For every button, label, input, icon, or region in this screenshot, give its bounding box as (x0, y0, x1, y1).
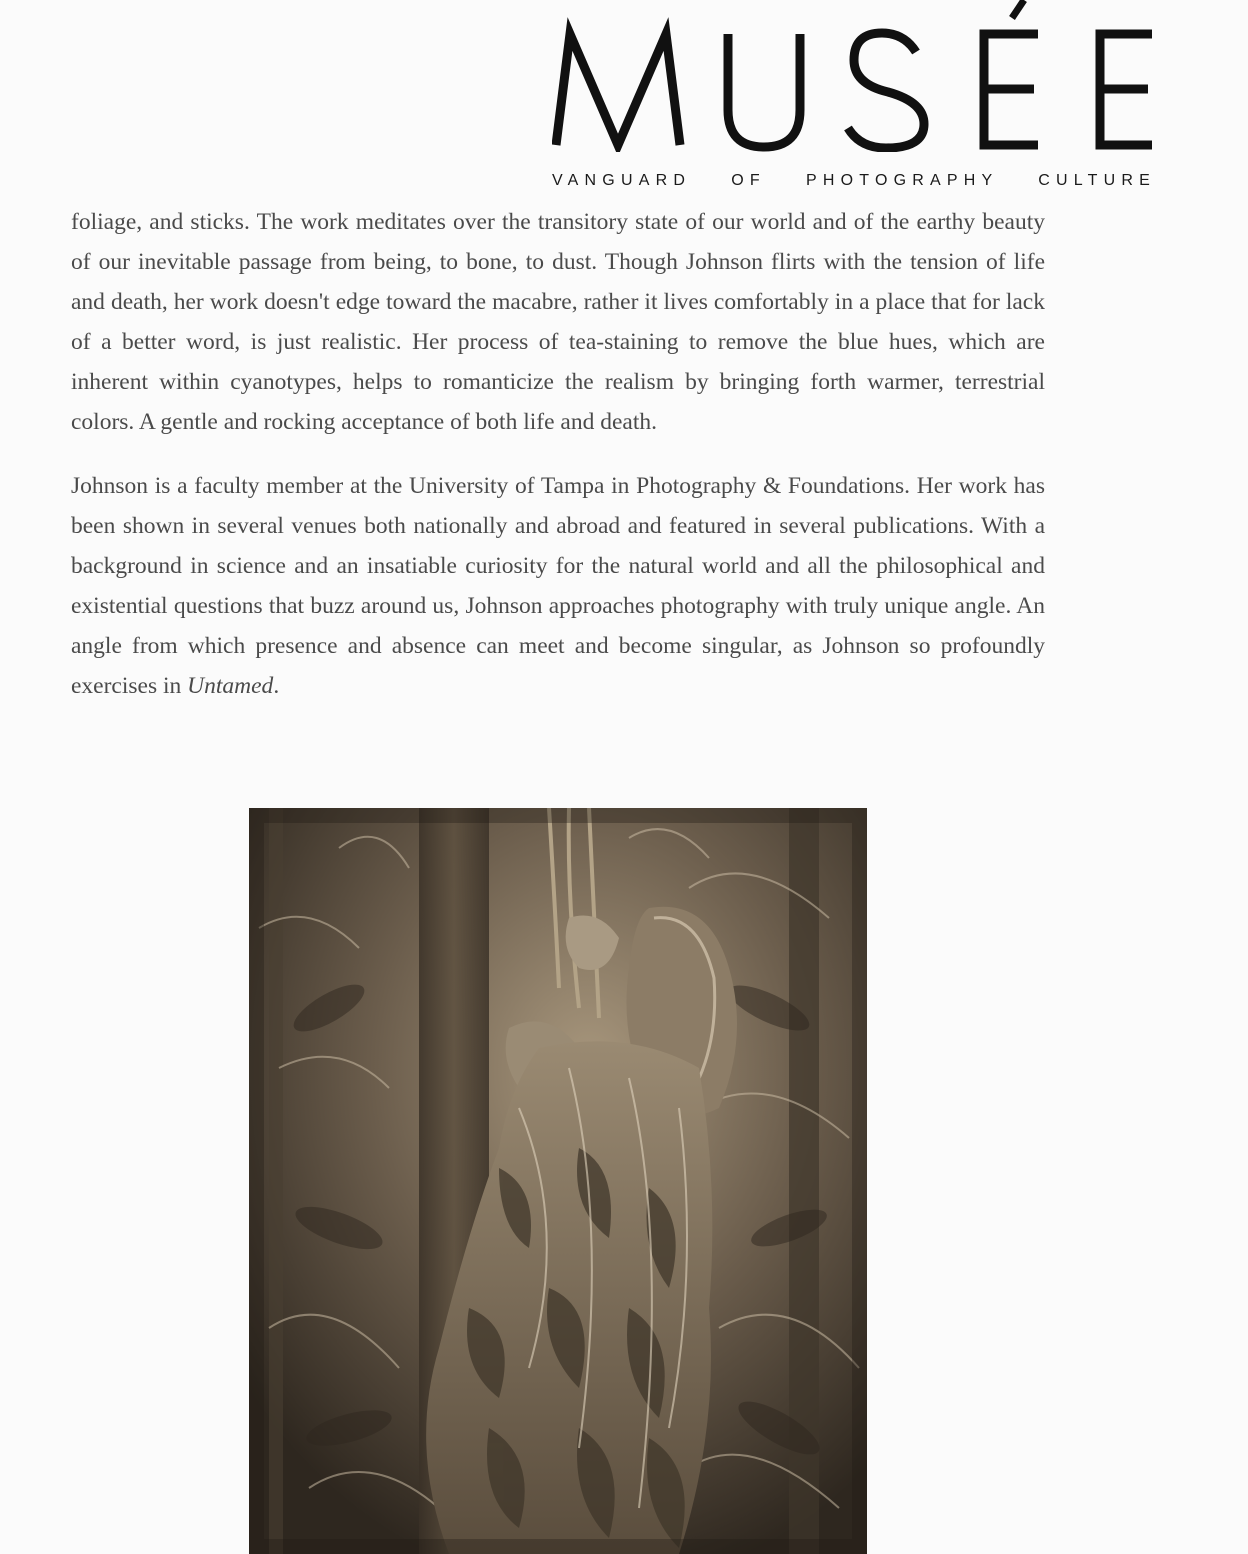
musee-logo[interactable] (552, 0, 1156, 152)
musee-logo-mark (552, 0, 1156, 152)
work-title: Untamed (187, 673, 274, 699)
tagline: VANGUARD OF PHOTOGRAPHY CULTURE (552, 172, 1156, 189)
article-paragraph-2 (71, 466, 1045, 706)
paragraph-2-end: . (273, 673, 280, 699)
article-body (71, 202, 1045, 730)
masthead (552, 0, 1156, 196)
article-paragraph-1: foliage, and sticks. The work meditates over the transitory state of our world and of the earthy beauty of our inevitable passage from being, to bone, to dust. Though Johnson flirts with the tension of life and death, her work doesn't edge toward the macabre, rather it lives comfortably in a place that for lack of a better word, is just realistic. Her process of tea-staining to remove the blue hues, which are inherent within cyanotypes, helps to romanticize the realism by bringing forth warmer, terrestrial colors. A gentle and rocking acceptance of both life and death. (71, 209, 1045, 435)
paragraph-2-text: Johnson is a faculty member at the University of Tampa in Photography & Foundations. Her work has been shown in several venues both nationally and abroad and featured in several publications. With a background in science and an insatiable curiosity for the natural world and all the philosophical and existential questions that buzz around us, Johnson approaches photography with truly unique angle. An angle from which presence and absence can meet and become singular, as Johnson so profoundly exercises in (71, 473, 1045, 699)
photograph-image (249, 808, 867, 1554)
untamed-photograph[interactable] (249, 808, 867, 1554)
